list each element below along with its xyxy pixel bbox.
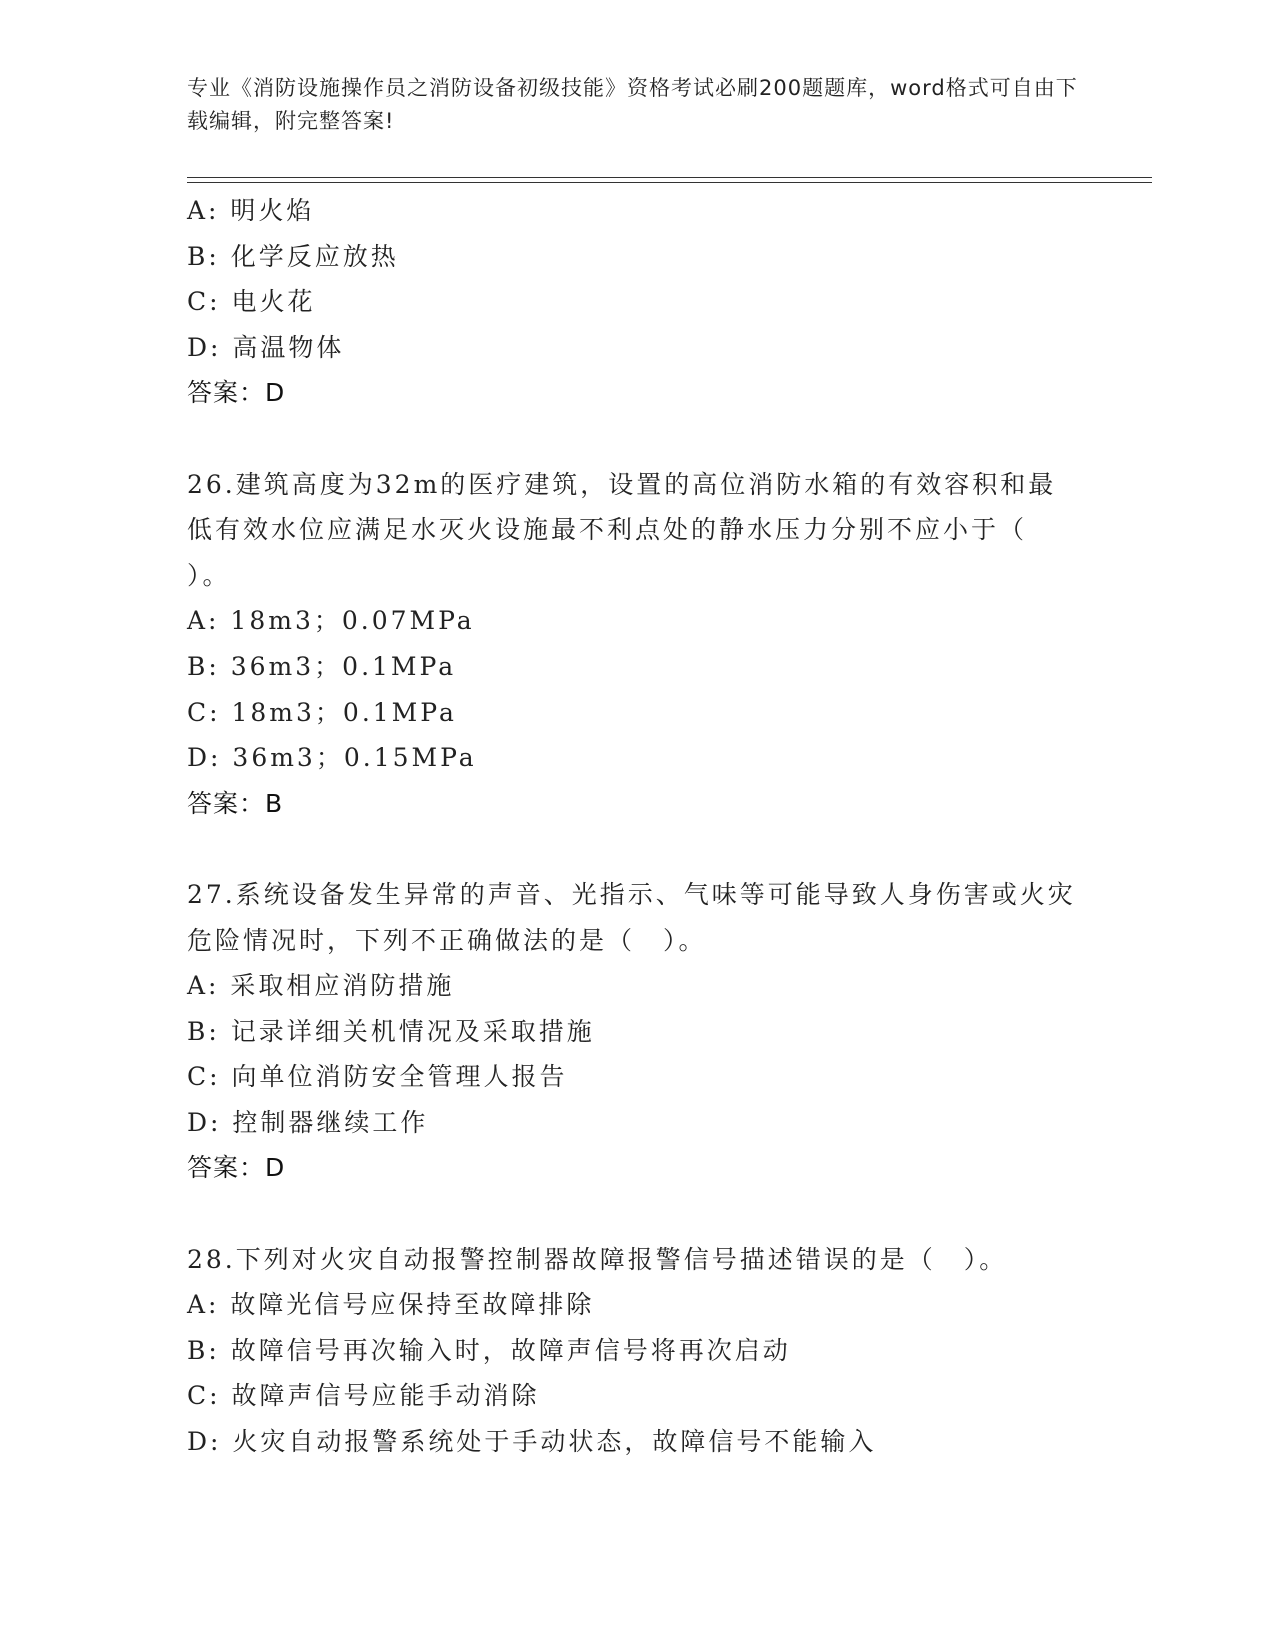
option-c: C: 18m3；0.1MPa [187,697,457,727]
option-c: C: 电火花 [187,287,316,317]
question-block-28 [187,1237,1137,1465]
question-text: 26.建筑高度为32m的医疗建筑，设置的高位消防水箱的有效容积和最低有效水位应满足水灭火设施最不利点处的静水压力分别不应小于（ ）。 [187,469,1057,590]
option-b: B: 36m3；0.1MPa [187,651,457,681]
option-a: A: 采取相应消防措施 [187,971,455,1001]
option-b: B: 化学反应放热 [187,241,399,271]
question-list [187,188,1137,1465]
spacer [187,416,1137,462]
option-d: D: 36m3；0.15MPa [187,743,477,773]
option-a: A: 故障光信号应保持至故障排除 [187,1290,595,1320]
header-divider-bottom [187,182,1152,183]
option-c: C: 向单位消防安全管理人报告 [187,1062,568,1092]
option-b: B: 记录详细关机情况及采取措施 [187,1016,595,1046]
question-text: 27.系统设备发生异常的声音、光指示、气味等可能导致人身伤害或火灾危险情况时，下列不正确做法的是（ ）。 [187,879,1076,955]
spacer [187,1191,1137,1237]
option-d: D: 火灾自动报警系统处于手动状态，故障信号不能输入 [187,1427,877,1457]
answer-line: 答案：D [187,1153,286,1183]
option-d: D: 控制器继续工作 [187,1107,429,1137]
header-divider-top [187,177,1152,178]
answer-line: 答案：B [187,788,284,818]
document-header: 专业《消防设施操作员之消防设备初级技能》资格考试必刷200题题库，word格式可自由下载编辑，附完整答案! [187,76,1078,133]
question-block-26 [187,462,1137,827]
answer-line: 答案：D [187,378,286,408]
option-a: A: 明火焰 [187,196,315,225]
spacer [187,826,1137,872]
question-text: 28.下列对火灾自动报警控制器故障报警信号描述错误的是（ ）。 [187,1244,1008,1274]
option-a: A: 18m3；0.07MPa [187,606,475,636]
question-block-partial [187,188,1137,416]
option-c: C: 故障声信号应能手动消除 [187,1381,540,1411]
option-b: B: 故障信号再次输入时，故障声信号将再次启动 [187,1335,791,1365]
option-d: D: 高温物体 [187,332,345,362]
question-block-27 [187,872,1137,1191]
